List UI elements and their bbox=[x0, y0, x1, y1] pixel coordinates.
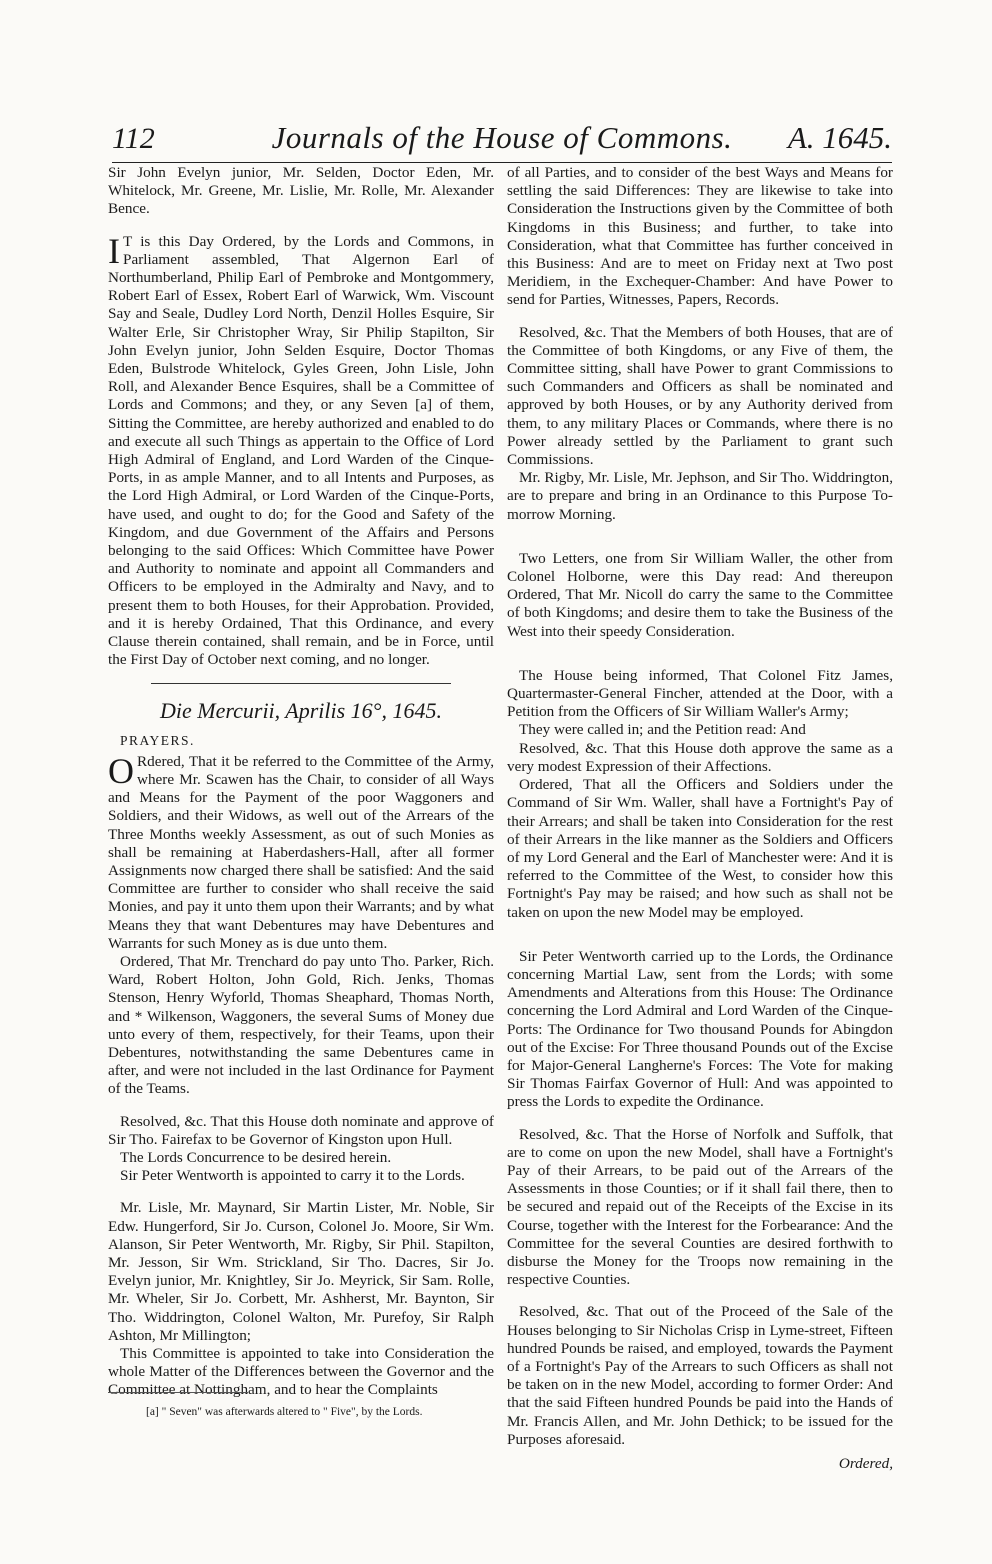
lords-concurrence: The Lords Concurrence to be desired herein. bbox=[120, 1148, 392, 1166]
right-column bbox=[507, 164, 893, 1473]
commissions-resolution: Resolved, &c. That the Members of both Houses, that are of the Committee of both Kingdoms, or any Five of them, the Committee sitting, shall have Power to grant Commissions to such Commanders and Officers as shall be nominated and approved by both Houses, or by any Authority derived from them, to any military Places or Commands, where there is no Power already settled by the Parliament to grant such Commissions. bbox=[507, 323, 893, 469]
left-column bbox=[108, 164, 494, 1400]
trenchard-order: Ordered, That Mr. Trenchard do pay unto Tho. Parker, Rich. Ward, Robert Holton, John Gold, Rich. Jenks, Thomas Stenson, Henry Wyforld, Thomas Sheaphard, Thomas North, and * Wilkenson, Waggoners, the several Sums of Money due unto every of them, respectively, for their Teams, upon their Debentures, notwithstanding the same Debentures came in after, and were not included in the last Ordinance for Payment of the Teams. bbox=[108, 952, 494, 1098]
year-marker: A. 1645. bbox=[787, 120, 892, 155]
nottingham-committee-list: Mr. Lisle, Mr. Maynard, Sir Martin Lister, Mr. Noble, Sir Edw. Hungerford, Sir Jo. Curson, Colonel Jo. Moore, Sir Wm. Alanson, Sir Peter Wentworth, Mr. Rigby, Sir Phil. Stapilton, Mr. Jesson, Sir Wm. Strickland, Sir Tho. Dacres, Sir Jo. Evelyn junior, Mr. Knightley, Sir Jo. Meyrick, Sir Sam. Rolle, Mr. Wheler, Sir Jo. Corbett, Mr. Ashherst, Mr. Baynton, Sir Tho. Widdrington, Colonel Walton, Mr. Purefoy, Sir Ralph Ashton, Mr Millington; bbox=[108, 1199, 494, 1344]
footnote-divider bbox=[108, 1392, 248, 1393]
nottingham-committee-continued: of all Parties, and to consider of the best Ways and Means for settling the said Differences: They are likewise to take into Consideration the Instructions given by the Committee of both Kingdoms in this Business; and further, to take into Consideration, what that Committee has further conceived in this Business: And are to meet on Friday next at Two post Meridiem, in the Exchequer-Chamber: And have Power to send for Parties, Witnesses, Papers, Records. bbox=[507, 164, 893, 309]
ordinance-preparation: Mr. Rigby, Mr. Lisle, Mr. Jephson, and Sir Tho. Widdrington, are to prepare and bring in an Ordinance to this Purpose To-morrow Morning. bbox=[507, 469, 893, 523]
page-header bbox=[112, 118, 892, 163]
waller-letters: Two Letters, one from Sir William Waller, the other from Colonel Holborne, were this Day read: And thereupon Ordered, That Mr. Nicoll do carry the same to the Committee of both Kingdoms; and desire them to take the Business of the West into their speedy Consideration. bbox=[507, 549, 893, 640]
ordinances-carried-up: Sir Peter Wentworth carried up to the Lords, the Ordinance concerning Martial Law, sent from the Lords; with some Amendments and Alterations from this House: The Ordinance concerning the Lord Admiral and Lord Warden of the Cinque-Ports: The Ordinance for Two thousand Pounds for Abingdon out of the Excise: For Three thousand Pounds out of the Excise for Major-General Langherne's Forces: The Vote for making Sir Thomas Fairfax Governor of Hull: And was appointed to press the Lords to expedite the Ordinance. bbox=[507, 947, 893, 1111]
footnote: [a] " Seven" was afterwards altered to " Five", by the Lords. bbox=[146, 1406, 423, 1418]
waggoners-order: ORdered, That it be referred to the Committee of the Army, where Mr. Scawen has the Chair, to consider of all Ways and Means for the Payment of the poor Waggoners and Soldiers, and their Widows, as well out of the Arrears of the Three Months weekly Assessment, as out of such Monies as shall be remaining at Haberdashers-Hall, after all former Assignments now charged there shall be satisfied: And the said Committee are further to consider who shall receive the said Monies, and pay it unto them upon their Warrants; and by what Means they that want Debentures may have Debentures and Warrants for such Money as is due unto them. bbox=[108, 750, 494, 952]
date-heading: Die Mercurii, Aprilis 16°, 1645. bbox=[160, 698, 442, 724]
nottingham-committee-charge: This Committee is appointed to take into Consideration the whole Matter of the Differences between the Governor and the Committee at Nottingham, and to hear the Complaints bbox=[108, 1344, 494, 1399]
petition-read: They were called in; and the Petition read: And bbox=[519, 721, 806, 739]
petition-approval: Resolved, &c. That this House doth approve the same as a very modest Expression of their Affections. bbox=[507, 739, 893, 775]
admiralty-ordinance: IT is this Day Ordered, by the Lords and Commons, in Parliament assembled, That Algernon Earl of Northumberland, Philip Earl of Pembroke and Montgommery, Robert Earl of Essex, Robert Earl of Warwick, Wm. Viscount Say and Seale, Dudley Lord North, Denzil Holles Esquire, Sir Walter Erle, Sir Christopher Wray, Sir Philip Stapilton, Sir John Evelyn junior, John Selden Esquire, Doctor Thomas Eden, Bulstrode Whitelock, Gyles Green, John Lisle, John Roll, and Alexander Bence Esquires, shall be a Committee of Lords and Commons; and they, or any Seven [a] of them, Sitting the Committee, are hereby authorized and enabled to do and execute all such Things as appertain to the Office of Lord High Admiral of England, and Lord Warden of the Cinque-Ports, in as ample Manner, and to all Intents and Purposes, as the Lord High Admiral, or Lord Warden of the Cinque-Ports, have used, and ought to do; for the Good and Safety of the Kingdom, and due Government of the Affairs and Persons belonging to the said Offices: Which Committee have Power and Authority to nominate and appoint all Commanders and Officers to be employed in the Admiralty and Navy, and to present them to both Houses, for their Approbation. Provided, and it is hereby Ordained, That this Ordinance, and every Clause therein contained, shall remain, and be in Force, until the First Day of October next coming, and no longer. bbox=[108, 230, 494, 669]
wentworth-appointment: Sir Peter Wentworth is appointed to carry it to the Lords. bbox=[120, 1167, 465, 1185]
norfolk-suffolk-resolution: Resolved, &c. That the Horse of Norfolk and Suffolk, that are to come on upon the new Model, shall have a Fortnight's Pay of their Arrears, to be paid out of the Arrears of the Assessments in those Counties; or if it shall fail there, then to be secured and repaid out of the Receipts of the Excise in its Course, together with the Interest for the Forbearance: And the Committee for the several Counties are desired forthwith to disburse the Money for the Troops now remaining in the respective Counties. bbox=[507, 1125, 893, 1289]
hull-governor-resolution: Resolved, &c. That this House doth nominate and approve of Sir Tho. Fairefax to be Governor of Kingston upon Hull. bbox=[108, 1112, 494, 1148]
running-title: Journals of the House of Commons. bbox=[271, 120, 733, 155]
section-divider bbox=[151, 683, 451, 684]
prayers-heading: PRAYERS. bbox=[120, 733, 195, 749]
committee-members-list: Sir John Evelyn junior, Mr. Selden, Doctor Eden, Mr. Whitelock, Mr. Greene, Mr. Lislie, Mr. Rolle, Mr. Alexander Bence. bbox=[108, 164, 494, 218]
catchword: Ordered, bbox=[838, 1455, 893, 1472]
crisp-houses-resolution: Resolved, &c. That out of the Proceed of the Sale of the Houses belonging to Sir Nicholas Crisp in Lyme-street, Fifteen hundred Pounds be raised, and employed, towards the Payment of a Fortnight's Pay of the Arrears to such Officers as shall not be taken on in the new Model, according to former Order: And that the said Fifteen hundred Pounds be paid into the Hands of Mr. Francis Allen, and Mr. John Dethick; to be issued for the Purposes aforesaid. bbox=[507, 1303, 893, 1448]
petition-notice: The House being informed, That Colonel Fitz James, Quartermaster-General Fincher, attended at the Door, with a Petition from the Officers of Sir William Waller's Army; bbox=[507, 666, 893, 721]
page-number: 112 bbox=[112, 122, 155, 155]
waller-arrears-order: Ordered, That all the Officers and Soldiers under the Command of Sir Wm. Waller, shall have a Fortnight's Pay of their Arrears; and shall be taken into Consideration for the rest of their Arrears in the like manner as the Soldiers and Officers of my Lord General and the Earl of Manchester were: And it is referred to the Committee of the West, to consider how this Fortnight's Pay may be raised; and how such as shall not be taken on upon the new Model may be employed. bbox=[507, 776, 893, 921]
